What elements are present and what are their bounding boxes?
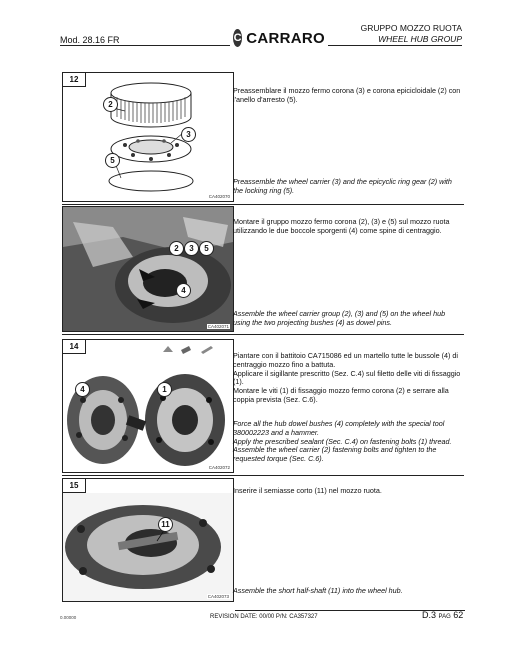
ring-gear-illustration — [63, 73, 233, 201]
step-15-text-en: Assemble the short half-shaft (11) into the wheel hub. — [233, 586, 403, 595]
step-14-figure — [62, 339, 234, 473]
image-code: CA402072 — [208, 465, 230, 470]
separator — [62, 204, 464, 205]
step-14-en-line-1: Force all the hub dowel bushes (4) completely with the special tool 380002223 and a hammer. — [233, 419, 445, 437]
callout-1: 1 — [157, 382, 172, 397]
image-code: CA402073 — [207, 594, 229, 599]
revision-info: REVISION DATE: 00/00 P/N: CA357327 — [210, 614, 318, 620]
step-number: 12 — [63, 73, 86, 87]
callout-11: 11 — [158, 517, 173, 532]
step-14-en-line-3: Assemble the wheel carrier (2) fastening bolts and tighten to the requested torque (Sec. C.6). — [233, 445, 437, 464]
bolt-assembly-illustration — [63, 340, 233, 472]
step-14-text-en — [233, 420, 463, 464]
callout-4: 4 — [176, 283, 191, 298]
callout-2: 2 — [169, 241, 184, 256]
separator — [62, 334, 464, 335]
logo-mark-icon: C — [233, 29, 242, 47]
step-12-text-it: Preassemblare il mozzo fermo corona (3) e corona epicicloidale (2) con l'anello d'arresto (5). — [233, 86, 461, 104]
step-13-text-en: Assemble the wheel carrier group (2), (3) and (5) on the wheel hub using the two projecting bushes (4) as dowel pins. — [233, 309, 446, 327]
logo-text: CARRARO — [246, 29, 325, 47]
step-13-text-it: Montare il gruppo mozzo fermo corona (2), (3) e (5) sul mozzo ruota utilizzando le due boccole sporgenti (4) come spine di centraggio. — [233, 217, 450, 235]
callout-5: 5 — [105, 153, 120, 168]
step-15-text-it: Inserire il semiasse corto (11) nel mozzo ruota. — [233, 486, 382, 495]
step-14-it-line-3: Montare le viti (1) di fissaggio mozzo fermo corona (2) e serrare alla coppia prevista (Sez. C.6). — [233, 386, 449, 404]
footer-code: 0.00000 — [60, 615, 77, 620]
step-14-it-line-1: Piantare con il battitoio CA715086 ed un martello tutte le bussole (4) di centraggio mozzo fino a battuta. — [233, 351, 458, 369]
callout-3: 3 — [184, 241, 199, 256]
step-14-it-line-2: Applicare il sigillante prescritto (Sez. C.4) sul filetto delle viti di fissaggio (1). — [233, 368, 461, 387]
separator — [62, 475, 464, 476]
step-14-en-line-2: Apply the prescribed sealant (Sec. C.4) on fastening bolts (1) thread. — [233, 436, 452, 446]
callout-3: 3 — [181, 127, 196, 142]
image-code: CA402070 — [208, 194, 230, 199]
group-title-en: WHEEL HUB GROUP — [378, 34, 462, 44]
section-number: D.3 — [422, 610, 437, 620]
page-number — [422, 610, 463, 620]
pag-label: PAG — [438, 614, 451, 620]
step-number: 14 — [63, 340, 86, 354]
image-code: CA402071 — [207, 324, 229, 329]
step-12-text-en: Preassemble the wheel carrier (3) and the epicyclic ring gear (2) with the locking ring (5). — [233, 177, 452, 195]
group-title — [361, 23, 462, 45]
step-13-photo — [62, 206, 234, 332]
callout-5: 5 — [199, 241, 214, 256]
step-12-figure — [62, 72, 234, 202]
hub-photo-illustration — [63, 207, 233, 331]
half-shaft-photo-illustration — [63, 479, 233, 601]
group-title-it: GRUPPO MOZZO RUOTA — [360, 23, 462, 33]
callout-4: 4 — [75, 382, 90, 397]
step-number: 15 — [63, 479, 86, 493]
model-label: Mod. 28.16 FR — [60, 35, 120, 45]
page-value: 62 — [453, 610, 464, 620]
step-14-text-it — [233, 352, 463, 405]
carraro-logo — [230, 27, 328, 49]
callout-2: 2 — [103, 97, 118, 112]
step-15-photo — [62, 478, 234, 602]
